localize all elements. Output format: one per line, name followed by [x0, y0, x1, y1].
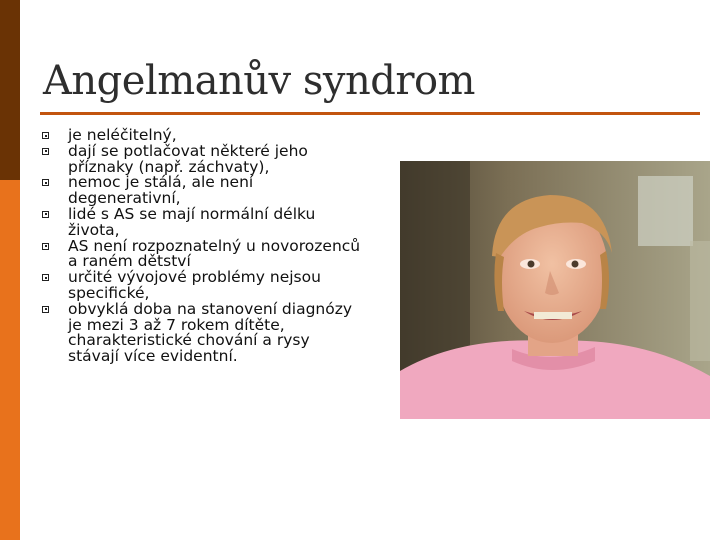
title-underline [40, 112, 700, 115]
square-bullet-icon [42, 132, 49, 139]
bullet-item [42, 175, 362, 207]
bullet-text: lidé s AS se mají normální délku života, [68, 204, 316, 239]
square-bullet-icon [42, 306, 49, 313]
slide-title: Angelmanův syndrom [43, 58, 475, 104]
bullet-text: obvyklá doba na stanovení diagnózy je mezi 3 až 7 rokem dítěte, charakteristické chování a rysy stávají více evidentní. [68, 299, 353, 366]
square-bullet-icon [42, 211, 49, 218]
bullet-item [42, 270, 362, 302]
bullet-item [42, 299, 362, 366]
bullet-item [42, 204, 362, 239]
portrait-photo [400, 161, 710, 419]
bullet-text: AS není rozpoznatelný u novorozenců a raném dětství [68, 236, 361, 271]
sidebar-orange-segment [0, 180, 20, 540]
bullet-text: je neléčitelný, [68, 126, 177, 144]
square-bullet-icon [42, 274, 49, 281]
square-bullet-icon [42, 243, 49, 250]
bullet-item [42, 141, 362, 176]
bullet-text: dají se potlačovat některé jeho příznaky (např. záchvaty), [68, 141, 308, 176]
bullet-item [42, 236, 362, 271]
bullet-text: nemoc je stálá, ale není degenerativní, [68, 173, 254, 208]
bullet-text: určité vývojové problémy nejsou specifické, [68, 268, 321, 302]
square-bullet-icon [42, 179, 49, 186]
square-bullet-icon [42, 148, 49, 155]
decorative-sidebar [0, 0, 20, 540]
bullet-list [42, 128, 362, 365]
sidebar-dark-segment [0, 0, 20, 180]
